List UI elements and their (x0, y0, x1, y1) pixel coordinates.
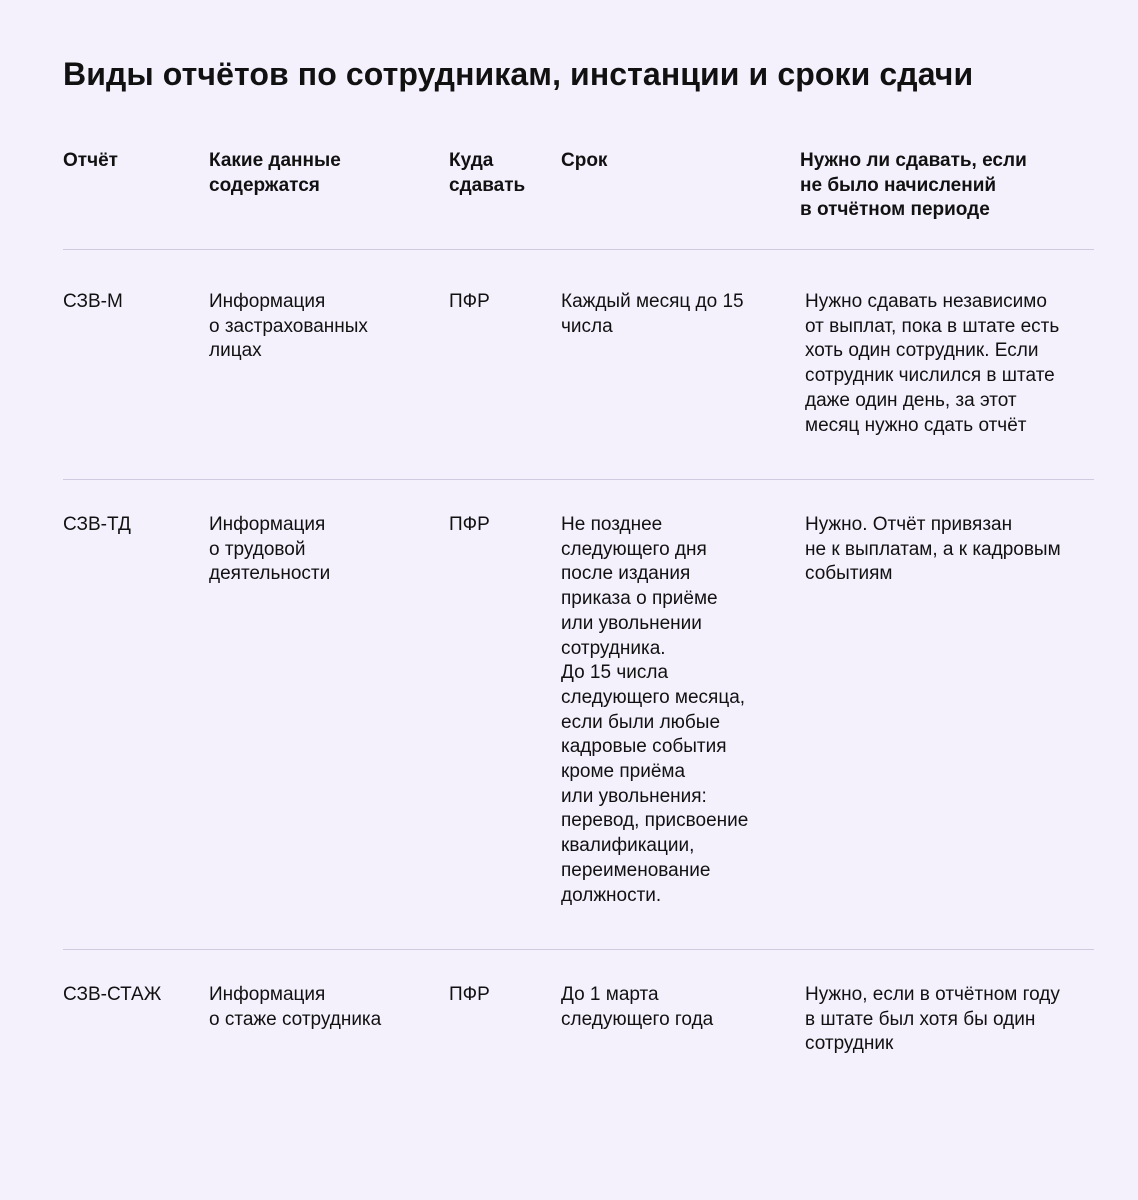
cell-deadline: Не позднее следующего дня после издания приказа о приёме или увольнении сотрудника. До 15 числа следующего месяца, если были любые кадровые события кроме приёма или увольнения: перевод, присвоение квалификации, переименование должности. (561, 514, 749, 906)
column-header-where: Куда сдавать (449, 150, 526, 196)
cell-where: ПФР (449, 514, 490, 535)
cell-required: Нужно, если в отчётном году в штате был хотя бы один сотрудник (805, 984, 1060, 1055)
cell-where: ПФР (449, 291, 490, 312)
column-header-report: Отчёт (63, 150, 118, 171)
cell-where: ПФР (449, 984, 490, 1005)
column-header-deadline: Срок (561, 150, 608, 171)
cell-report: СЗВ-СТАЖ (63, 984, 162, 1005)
cell-deadline: До 1 марта следующего года (561, 984, 714, 1030)
cell-required: Нужно. Отчёт привязан не к выплатам, а к кадровым событиям (805, 514, 1061, 585)
cell-report: СЗВ-М (63, 291, 123, 312)
cell-required: Нужно сдавать независимо от выплат, пока в штате есть хоть один сотрудник. Если сотрудник числился в штате даже один день, за этот месяц нужно сдать отчёт (805, 291, 1060, 436)
row-divider (63, 249, 1094, 250)
column-header-required: Нужно ли сдавать, если не было начислений в отчётном периоде (800, 150, 1027, 221)
cell-data: Информация о застрахованных лицах (209, 291, 368, 362)
cell-deadline: Каждый месяц до 15 числа (561, 291, 744, 337)
cell-data: Информация о трудовой деятельности (209, 514, 331, 585)
page-title: Виды отчётов по сотрудникам, инстанции и сроки сдачи (63, 56, 974, 92)
row-divider (63, 479, 1094, 480)
row-divider (63, 949, 1094, 950)
cell-data: Информация о стаже сотрудника (209, 984, 382, 1030)
column-header-data: Какие данные содержатся (209, 150, 341, 196)
cell-report: СЗВ-ТД (63, 514, 131, 535)
